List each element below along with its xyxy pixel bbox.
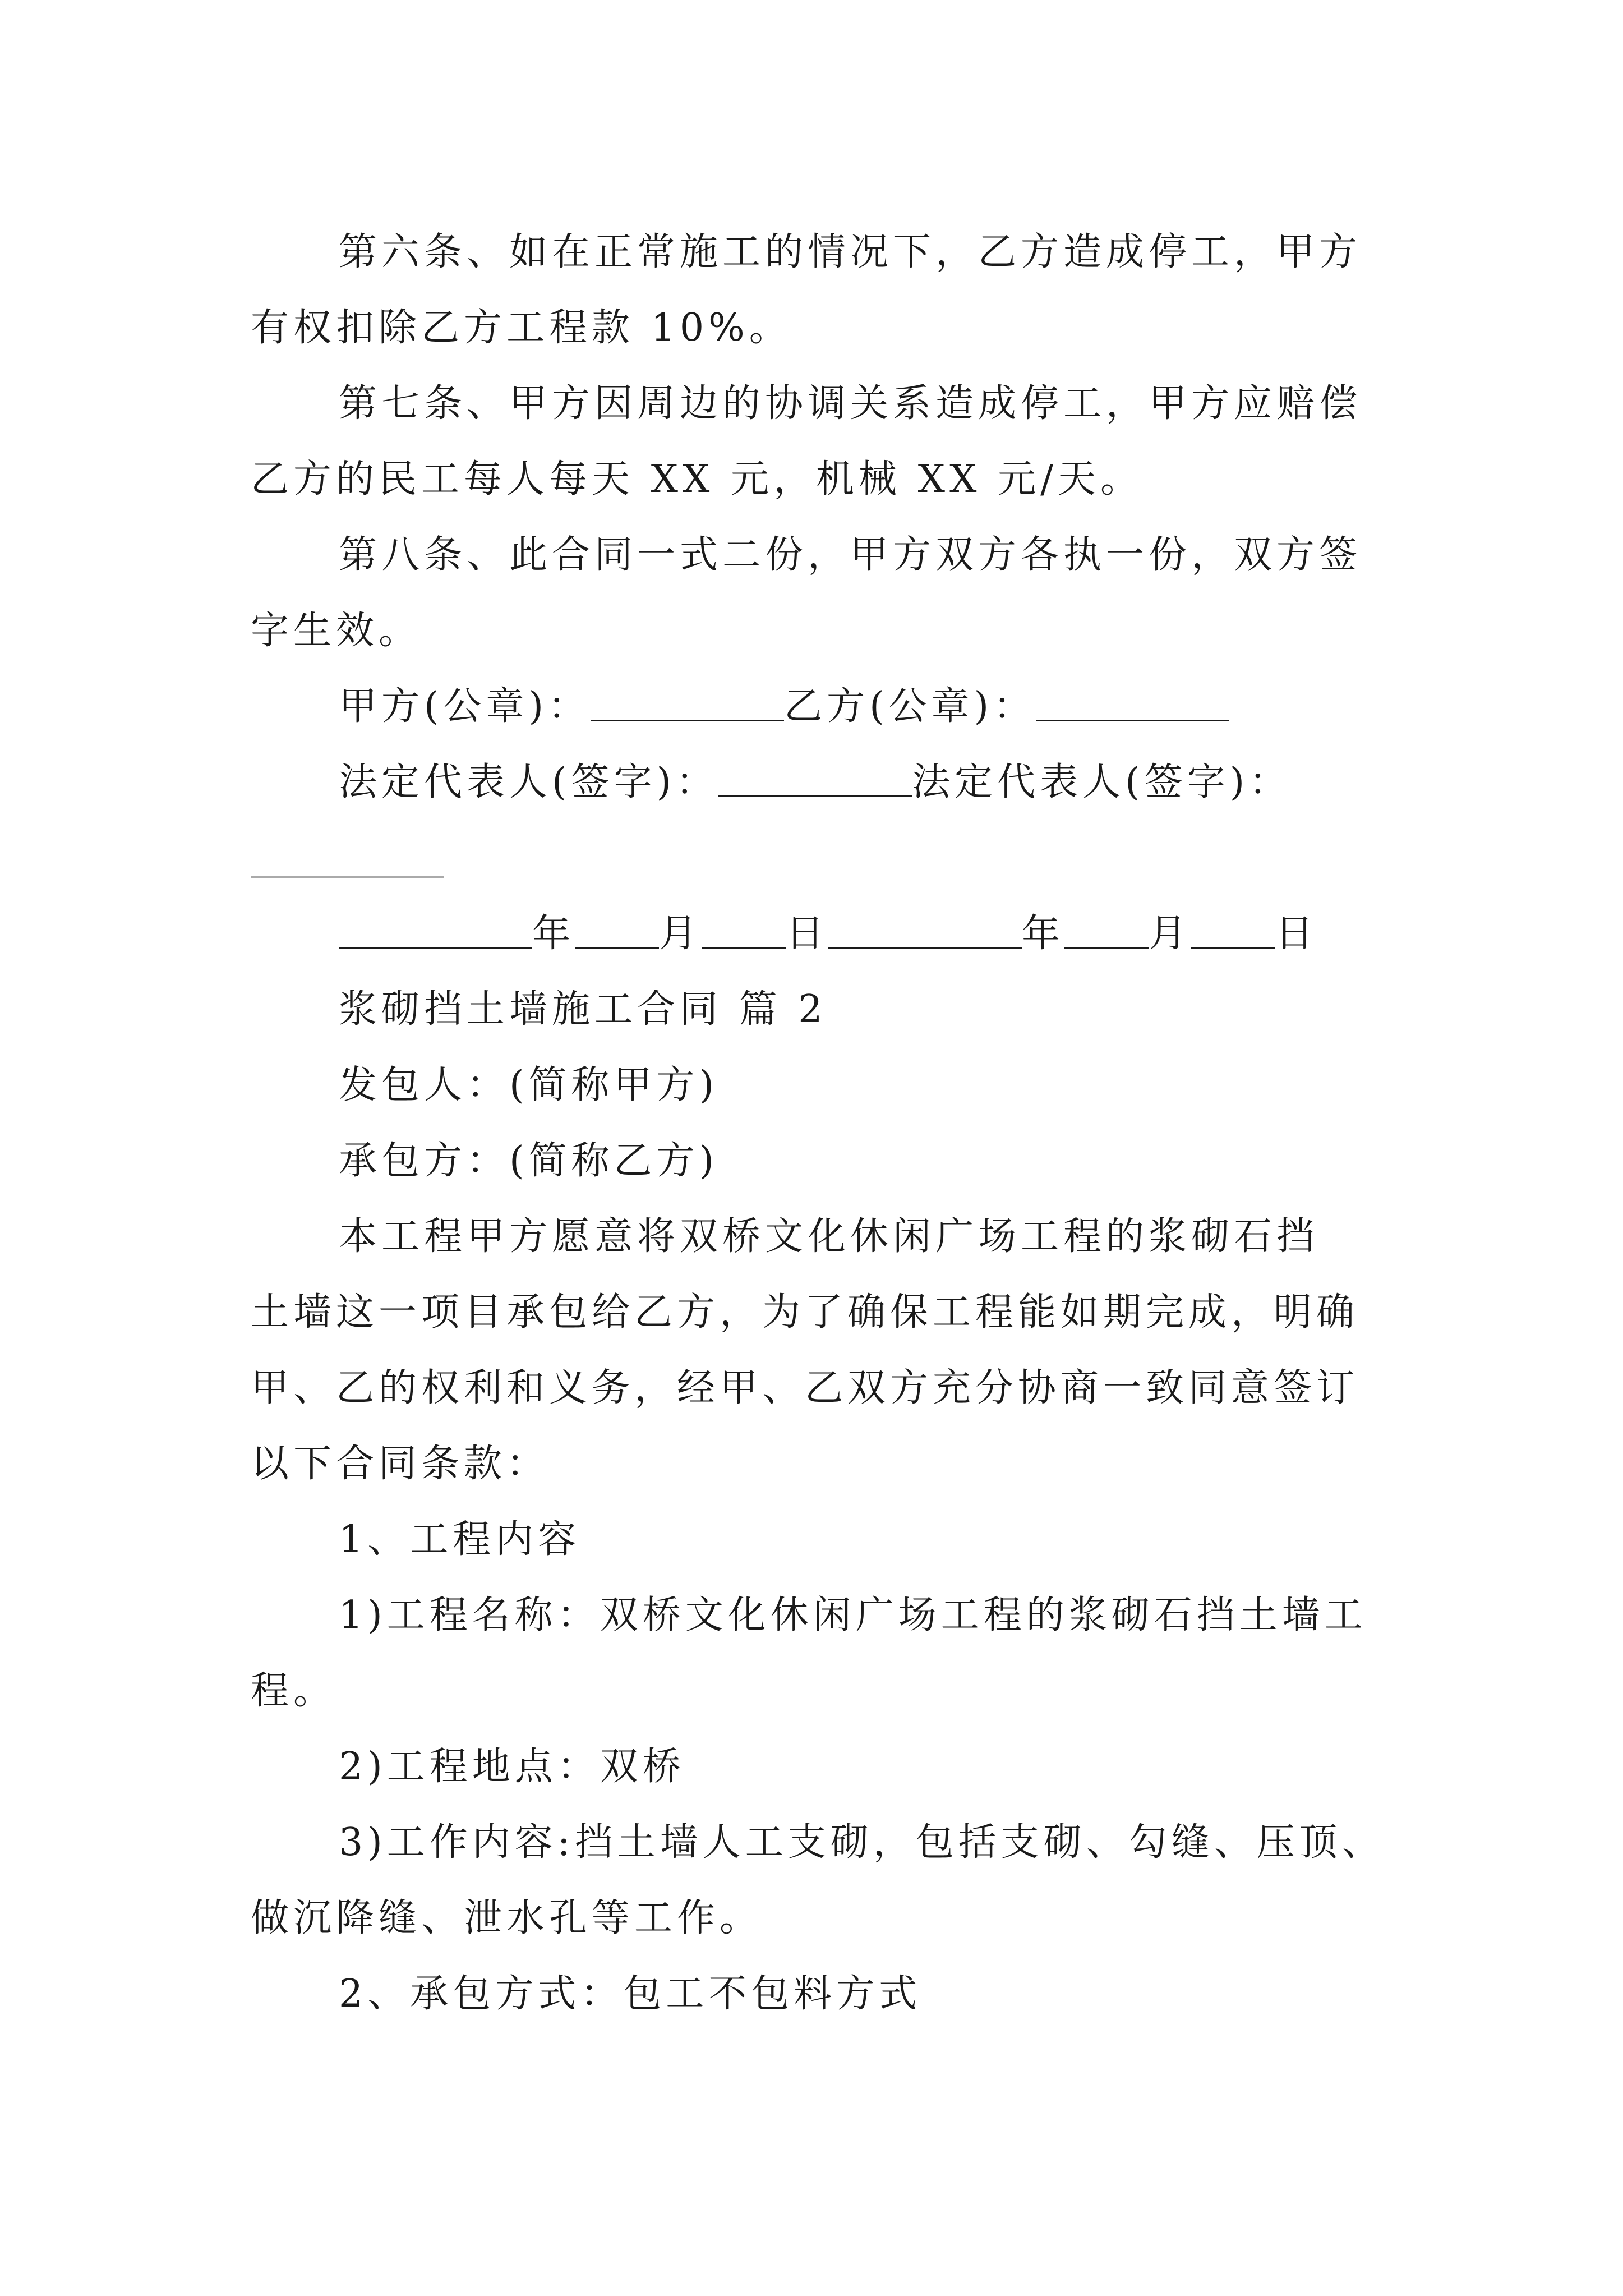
seal-line: [339, 676, 1229, 730]
month-a-blank: [575, 914, 659, 949]
day-b-label: 日: [1275, 912, 1318, 956]
legal-rep-a-blank: [718, 763, 912, 797]
party-a-seal-blank: [591, 687, 784, 721]
day-a-label: 日: [786, 912, 829, 956]
month-a-label: 月: [659, 912, 702, 956]
article-7-line1: 第七条、甲方因周边的协调关系造成停工，甲方应赔偿: [339, 381, 1362, 426]
article-8-line2: 字生效。: [251, 609, 422, 653]
intro-line2: 土墙这一项目承包给乙方，为了确保工程能如期完成，明确: [251, 1290, 1359, 1335]
legal-rep-b-label: 法定代表人(签字)：: [912, 760, 1292, 804]
item1-1-line2: 程。: [251, 1669, 336, 1713]
item1-2-line: 2)工程地点：双桥: [339, 1745, 685, 1789]
party-b-seal-label: 乙方(公章)：: [784, 684, 1036, 729]
year-b-blank: [828, 914, 1022, 949]
intro-line1: 本工程甲方愿意将双桥文化休闲广场工程的浆砌石挡: [339, 1214, 1320, 1259]
year-b-label: 年: [1022, 912, 1065, 956]
year-a-label: 年: [532, 912, 575, 956]
month-b-blank: [1064, 914, 1149, 949]
article-7-line2: 乙方的民工每人每天 XX 元，机械 XX 元/天。: [251, 457, 1144, 501]
intro-line4: 以下合同条款：: [251, 1442, 550, 1486]
date-line: [339, 903, 1318, 958]
item1-heading: 1、工程内容: [339, 1517, 581, 1562]
item1-3-line2: 做沉降缝、泄水孔等工作。: [251, 1896, 763, 1940]
contractor-line: 承包方：(简称乙方): [339, 1139, 719, 1183]
day-b-blank: [1191, 914, 1275, 949]
legal-rep-b-blank: [251, 876, 444, 878]
article-6-line2: 有权扣除乙方工程款 10%。: [251, 306, 792, 350]
day-a-blank: [702, 914, 786, 949]
legal-rep-a-label: 法定代表人(签字)：: [339, 760, 719, 804]
intro-line3: 甲、乙的权利和义务，经甲、乙双方充分协商一致同意签订: [251, 1366, 1359, 1410]
item1-1-line1: 1)工程名称：双桥文化休闲广场工程的浆砌石挡土墙工: [339, 1593, 1367, 1637]
year-a-blank: [339, 914, 532, 949]
item2-line: 2、承包方式：包工不包料方式: [339, 1972, 922, 2016]
party-b-seal-blank: [1036, 687, 1229, 721]
section2-title: 浆砌挡土墙施工合同 篇 2: [339, 987, 827, 1032]
employer-line: 发包人：(简称甲方): [339, 1063, 719, 1107]
legal-rep-line: [339, 752, 1292, 806]
article-6-line1: 第六条、如在正常施工的情况下，乙方造成停工，甲方: [339, 230, 1362, 274]
month-b-label: 月: [1149, 912, 1192, 956]
article-8-line1: 第八条、此合同一式二份，甲方双方各执一份，双方签: [339, 533, 1362, 577]
party-a-seal-label: 甲方(公章)：: [339, 684, 591, 729]
item1-3-line1: 3)工作内容:挡土墙人工支砌，包括支砌、勾缝、压顶、: [339, 1820, 1385, 1865]
